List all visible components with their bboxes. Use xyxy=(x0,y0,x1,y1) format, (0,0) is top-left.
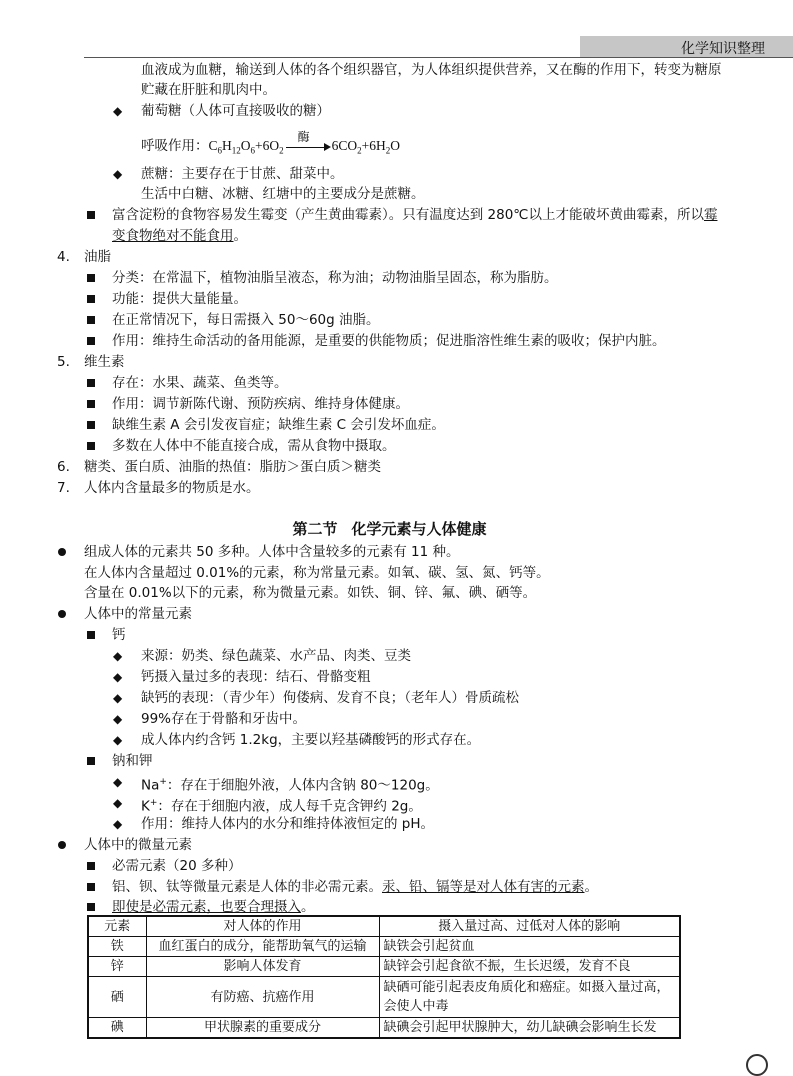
table-cell: 缺碘会引起甲状腺肿大，幼儿缺碘会影响生长发 xyxy=(379,1018,680,1039)
text-line: 分类：在常温下，植物油脂呈液态，称为油；动物油脂呈固态，称为脂肪。 xyxy=(112,270,558,286)
text-line: 人体中的微量元素 xyxy=(84,837,192,853)
table-cell: 铁 xyxy=(88,937,146,957)
table-cell: 锌 xyxy=(88,957,146,977)
table-row xyxy=(88,977,680,1018)
text-line: 钙 xyxy=(112,627,126,643)
text-line: 组成人体的元素共 50 多种。人体中含量较多的元素有 11 种。 xyxy=(84,544,460,560)
square-bullet-icon xyxy=(87,316,95,324)
diamond-bullet-icon: ◆ xyxy=(113,649,123,663)
text-line: 变食物绝对不能食用。 xyxy=(112,228,247,244)
text-line: 葡萄糖（人体可直接吸收的糖） xyxy=(141,103,330,119)
text-line: 人体内含量最多的物质是水。 xyxy=(84,480,260,496)
section-heading xyxy=(0,518,793,540)
square-bullet-icon xyxy=(87,631,95,639)
item-number: 5. xyxy=(57,354,70,370)
square-bullet-icon xyxy=(87,274,95,282)
text-line: 多数在人体中不能直接合成，需从食物中摄取。 xyxy=(112,438,396,454)
text-line: 存在：水果、蔬菜、鱼类等。 xyxy=(112,375,288,391)
round-bullet-icon xyxy=(58,548,66,556)
table-header-cell: 元素 xyxy=(88,916,146,937)
text-line: 必需元素（20 多种） xyxy=(112,858,242,874)
square-bullet-icon xyxy=(87,883,95,891)
text-line: 人体中的常量元素 xyxy=(84,606,192,622)
formula-prefix: 呼吸作用： xyxy=(141,138,209,154)
diamond-bullet-icon: ◆ xyxy=(113,733,123,747)
diamond-bullet-icon: ◆ xyxy=(113,817,123,831)
text-line: Na+：存在于细胞外液，人体内含钠 80～120g。 xyxy=(141,777,439,794)
diamond-bullet-icon: ◆ xyxy=(113,670,123,684)
table-cell: 甲状腺素的重要成分 xyxy=(146,1018,379,1039)
section-number: 第二节 xyxy=(292,520,338,538)
item-number: 4. xyxy=(57,249,70,265)
square-bullet-icon xyxy=(87,337,95,345)
square-bullet-icon xyxy=(87,295,95,303)
text-line: 即使是必需元素，也要合理摄入。 xyxy=(112,899,315,915)
diamond-bullet-icon: ◆ xyxy=(113,691,123,705)
square-bullet-icon xyxy=(87,757,95,765)
page-corner-mark-icon xyxy=(746,1054,768,1076)
table-cell: 缺锌会引起食欲不振，生长迟缓，发育不良 xyxy=(379,957,680,977)
text-line: 钠和钾 xyxy=(112,753,153,769)
square-bullet-icon xyxy=(87,421,95,429)
diamond-bullet-icon: ◆ xyxy=(113,712,123,726)
square-bullet-icon xyxy=(87,903,95,911)
text-line: 生活中白糖、冰糖、红塘中的主要成分是蔗糖。 xyxy=(141,186,425,202)
text-line: 铝、钡、钛等微量元素是人体的非必需元素。汞、铅、镉等是对人体有害的元素。 xyxy=(112,879,598,895)
text-line: 缺钙的表现：（青少年）佝偻病、发育不良；（老年人）骨质疏松 xyxy=(141,690,519,706)
text-line: 富含淀粉的食物容易发生霉变（产生黄曲霉素）。只有温度达到 280℃以上才能破坏黄曲霉素，所以霉 xyxy=(112,207,718,223)
text-line: 在正常情况下，每日需摄入 50～60g 油脂。 xyxy=(112,312,380,328)
square-bullet-icon xyxy=(87,400,95,408)
text-line: 作用：调节新陈代谢、预防疾病、维持身体健康。 xyxy=(112,396,409,412)
diamond-bullet-icon: ◆ xyxy=(113,167,123,181)
text-line: 来源：奶类、绿色蔬菜、水产品、肉类、豆类 xyxy=(141,648,411,664)
header-title: 化学知识整理 xyxy=(681,41,765,57)
square-bullet-icon xyxy=(87,442,95,450)
table-header-cell: 对人体的作用 xyxy=(146,916,379,937)
section-item-title: 油脂 xyxy=(84,249,111,265)
formula-rhs: $6CO_2+6H_2O$ xyxy=(331,138,401,156)
table-cell: 血红蛋白的成分，能帮助氧气的运输 xyxy=(146,937,379,957)
text-line: 作用：维持生命活动的备用能源，是重要的供能物质；促进脂溶性维生素的吸收；保护内脏。 xyxy=(112,333,666,349)
header-tab xyxy=(580,36,793,58)
text-line: 血液成为血糖，输送到人体的各个组织器官，为人体组织提供营养，又在酶的作用下，转变为糖原 xyxy=(141,62,722,78)
table-cell: 碘 xyxy=(88,1018,146,1039)
text-line: 糖类、蛋白质、油脂的热值：脂肪＞蛋白质＞糖类 xyxy=(84,459,381,475)
table-header-row xyxy=(88,916,680,937)
table-cell: 缺硒可能引起表皮角质化和癌症。如摄入量过高，会使人中毒 xyxy=(379,977,680,1018)
table-cell: 缺铁会引起贫血 xyxy=(379,937,680,957)
text-line: 蔗糖：主要存在于甘蔗、甜菜中。 xyxy=(141,166,344,182)
text-line: 缺维生素 A 会引发夜盲症；缺维生素 C 会引发坏血症。 xyxy=(112,417,445,433)
table-cell: 硒 xyxy=(88,977,146,1018)
table-cell: 影响人体发育 xyxy=(146,957,379,977)
item-number: 6. xyxy=(57,459,70,475)
text-line: 作用：维持人体内的水分和维持体液恒定的 pH。 xyxy=(141,816,435,832)
round-bullet-icon xyxy=(58,610,66,618)
table-row xyxy=(88,937,680,957)
text-line: 功能：提供大量能量。 xyxy=(112,291,247,307)
catalyst-label: 酶 xyxy=(297,130,310,144)
text-line: 成人体内约含钙 1.2kg，主要以羟基磷酸钙的形式存在。 xyxy=(141,732,481,748)
text-line: 贮藏在肝脏和肌肉中。 xyxy=(141,82,276,98)
diamond-bullet-icon: ◆ xyxy=(113,775,123,789)
round-bullet-icon xyxy=(58,841,66,849)
table-cell: 有防癌、抗癌作用 xyxy=(146,977,379,1018)
table-row xyxy=(88,957,680,977)
square-bullet-icon xyxy=(87,211,95,219)
table-row xyxy=(88,1018,680,1039)
text-line: 99%存在于骨骼和牙齿中。 xyxy=(141,711,307,727)
square-bullet-icon xyxy=(87,379,95,387)
section-item-title: 维生素 xyxy=(84,354,125,370)
text-line: 钙摄入量过多的表现：结石、骨骼变粗 xyxy=(141,669,371,685)
table-header-cell: 摄入量过高、过低对人体的影响 xyxy=(379,916,680,937)
trace-element-table xyxy=(87,915,681,1039)
formula-lhs: $C_6H_{12}O_6+6O_2$ xyxy=(208,138,284,156)
square-bullet-icon xyxy=(87,862,95,870)
text-line: 含量在 0.01%以下的元素，称为微量元素。如铁、铜、锌、氟、碘、硒等。 xyxy=(84,585,537,601)
reaction-arrow-icon xyxy=(284,130,332,156)
header-rule xyxy=(84,57,793,58)
text-line: K+：存在于细胞内液，成人每千克含钾约 2g。 xyxy=(141,798,422,815)
diamond-bullet-icon: ◆ xyxy=(113,104,123,118)
section-title: 化学元素与人体健康 xyxy=(351,520,487,538)
item-number: 7. xyxy=(57,480,70,496)
text-line: 在人体内含量超过 0.01%的元素，称为常量元素。如氧、碳、氢、氮、钙等。 xyxy=(84,565,550,581)
diamond-bullet-icon: ◆ xyxy=(113,796,123,810)
respiration-formula xyxy=(141,130,401,161)
